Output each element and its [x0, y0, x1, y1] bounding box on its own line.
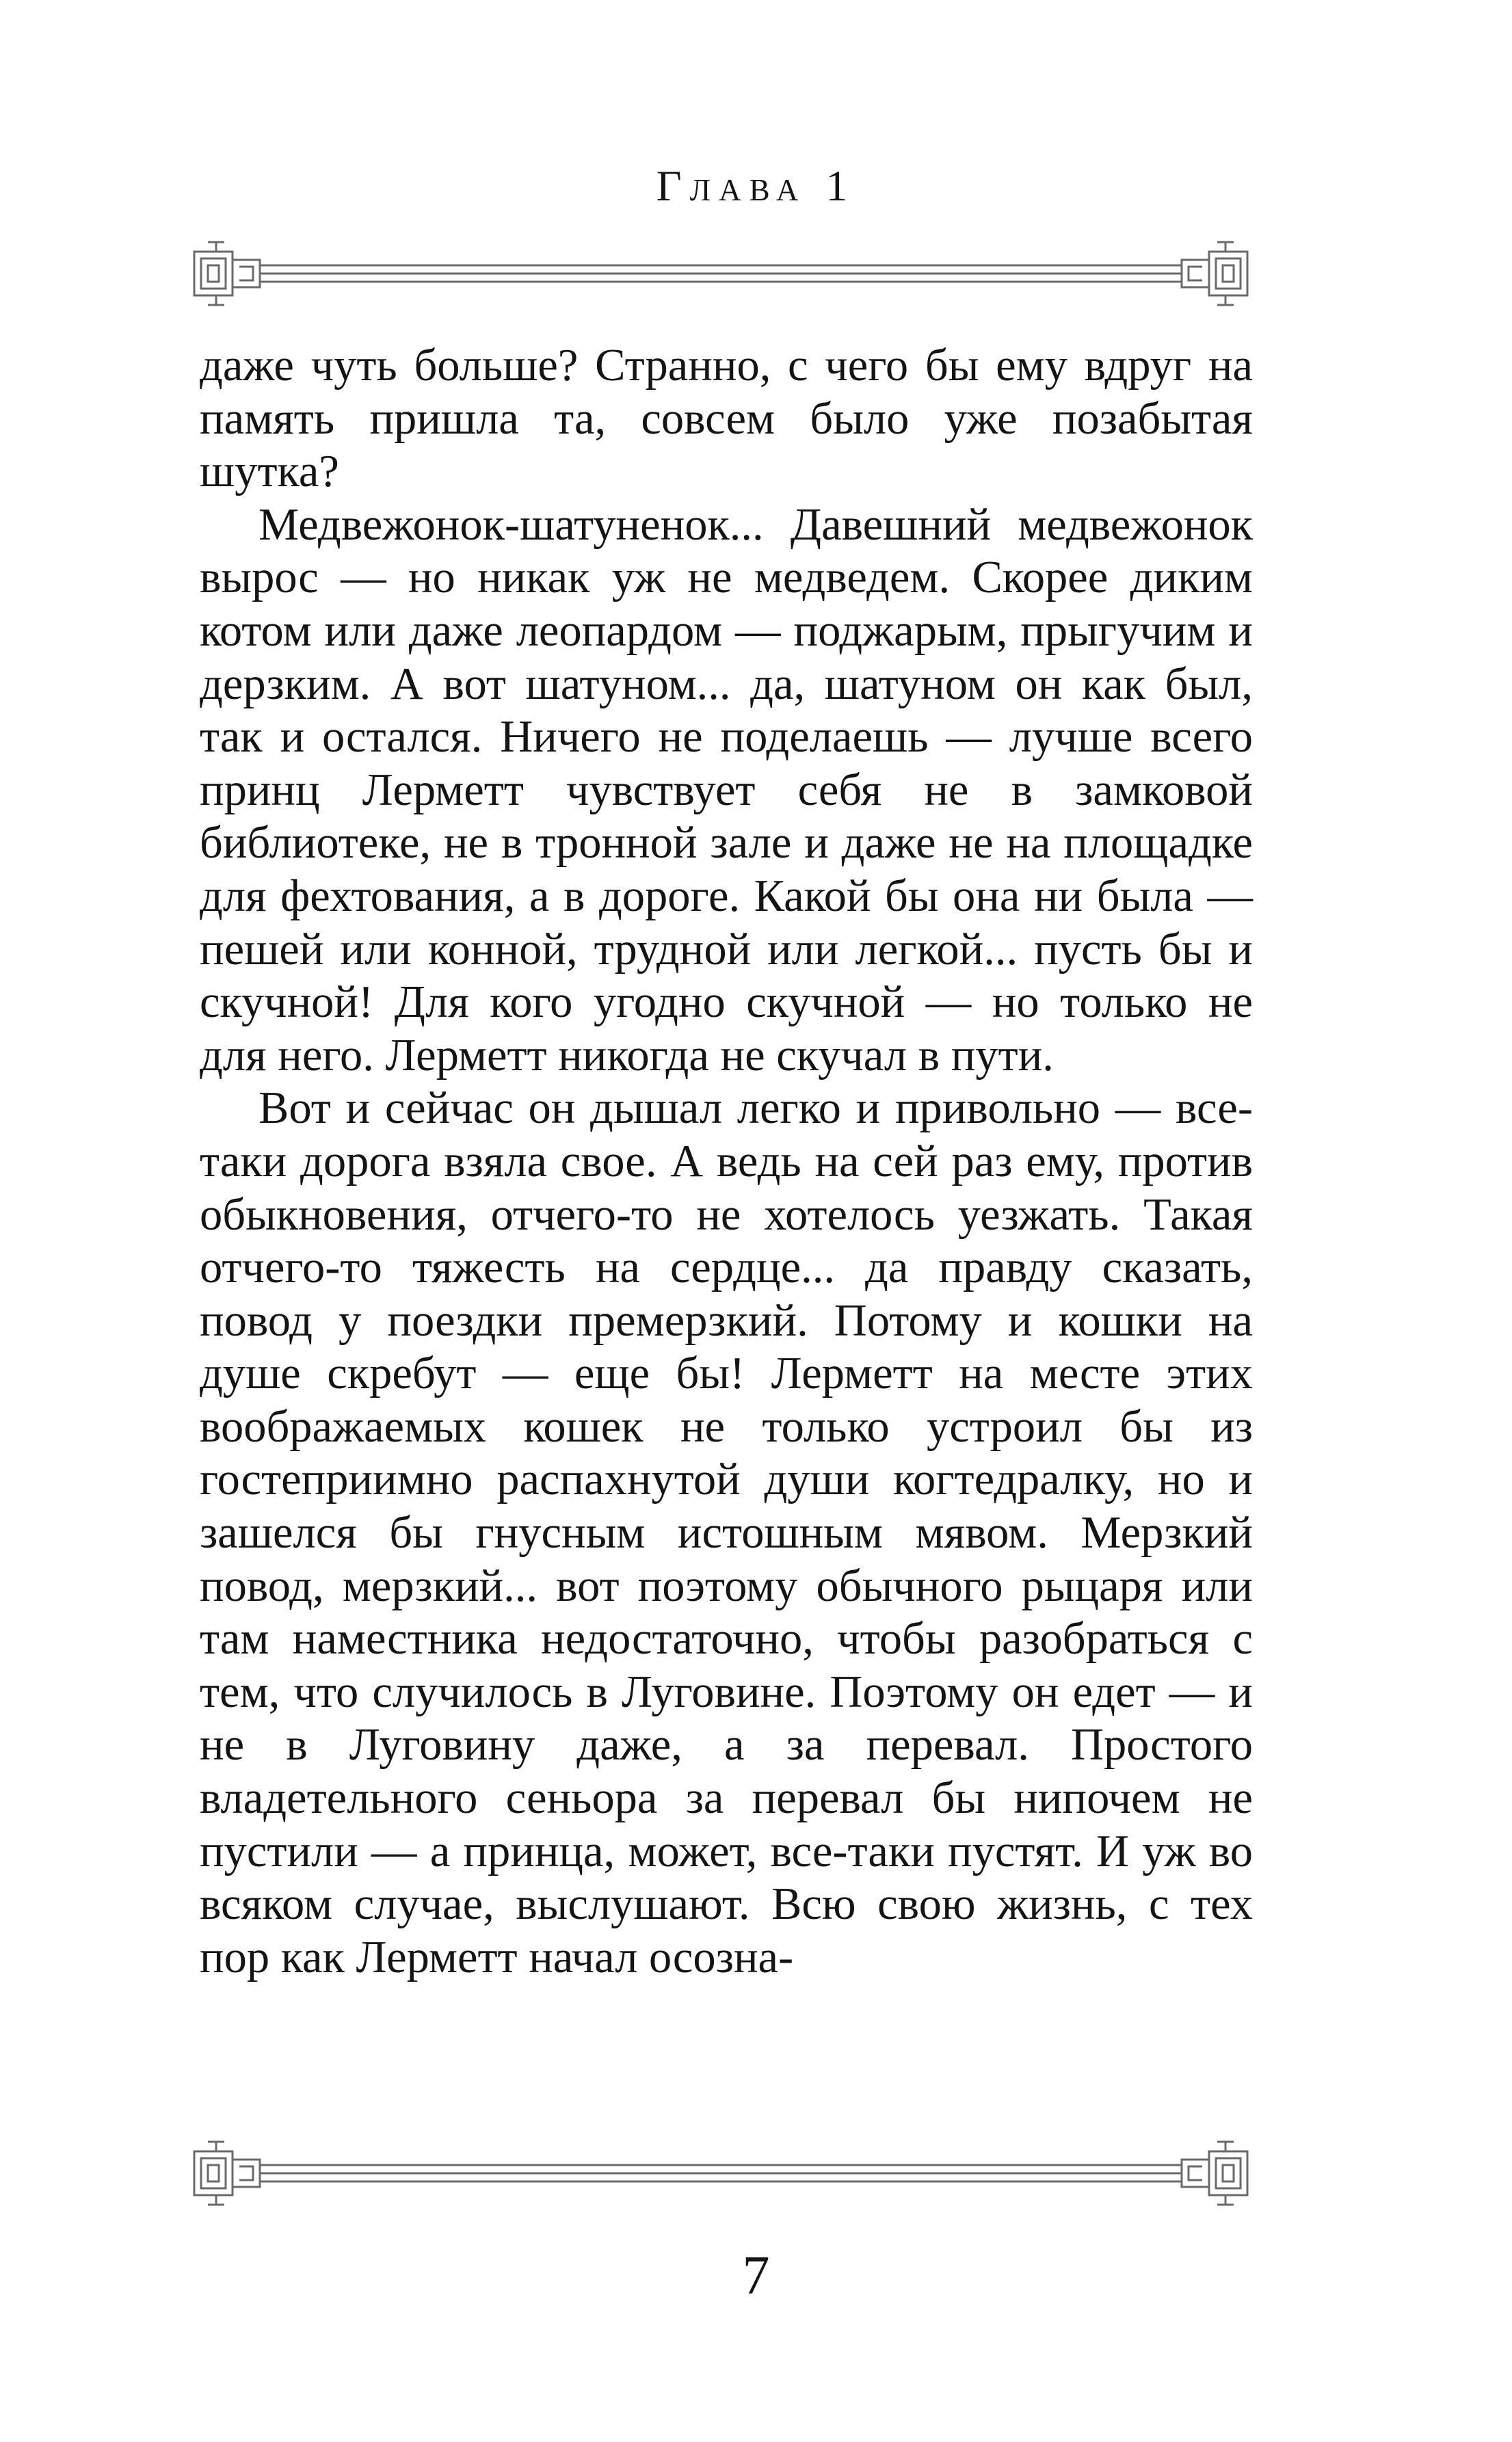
page-number: 7 [742, 2246, 770, 2306]
paragraph-2: Медвежонок-шатуненок... Давешний медвежонок вырос — но никак уж не медведем. Скорее диким котом или даже леопардом — поджарым, прыгучим и дерзким. А вот шатуном... да, шатуном он как был, так и остался. Ничего не поделаешь — лучше всего принц Лерметт чувствует себя не в замковой библиотеке, не в тронной зале и даже не на площадке для фехтования, а в дороге. Какой бы она ни была — пешей или конной, трудной или легкой... пусть бы и скучной! Для кого угодно скучной — но только не для него. Лерметт никогда не скучал в пути. [200, 499, 1253, 1080]
top-ornament-divider [191, 239, 1250, 308]
bottom-ornament-divider [191, 2139, 1250, 2207]
fret-border-icon [191, 2139, 1250, 2207]
paragraph-1: даже чуть больше? Странно, с чего бы ему вдруг на память пришла та, совсем было уже позабытая шутка? [200, 341, 1253, 497]
paragraph-3: Вот и сейчас он дышал легко и привольно — все-таки дорога взяла свое. А ведь на сей раз ему, против обыкновения, отчего-то не хотелось уезжать. Такая отчего-то тяжесть на сердце... да правду сказать, повод у поездки премерзкий. Потому и кошки на душе скребут — еще бы! Лерметт на месте этих воображаемых кошек не только устроил бы из гостеприимно распахнутой души когтедралку, но и зашелся бы гнусным истошным мявом. Мерзкий повод, мерзкий... вот поэтому обычного рыцаря или там наместника недостаточно, чтобы разобраться с тем, что случилось в Луговине. Поэтому он едет — и не в Луговину даже, а за перевал. Простого владетельного сеньора за перевал бы нипочем не пустили — а принца, может, все-таки пустят. И уж во всяком случае, выслушают. Всю свою жизнь, с тех пор как Лерметт начал осозна- [200, 1083, 1253, 1982]
running-head: Глава 1 [656, 161, 856, 210]
chapter-body [200, 339, 1253, 1984]
fret-border-icon [191, 239, 1250, 308]
